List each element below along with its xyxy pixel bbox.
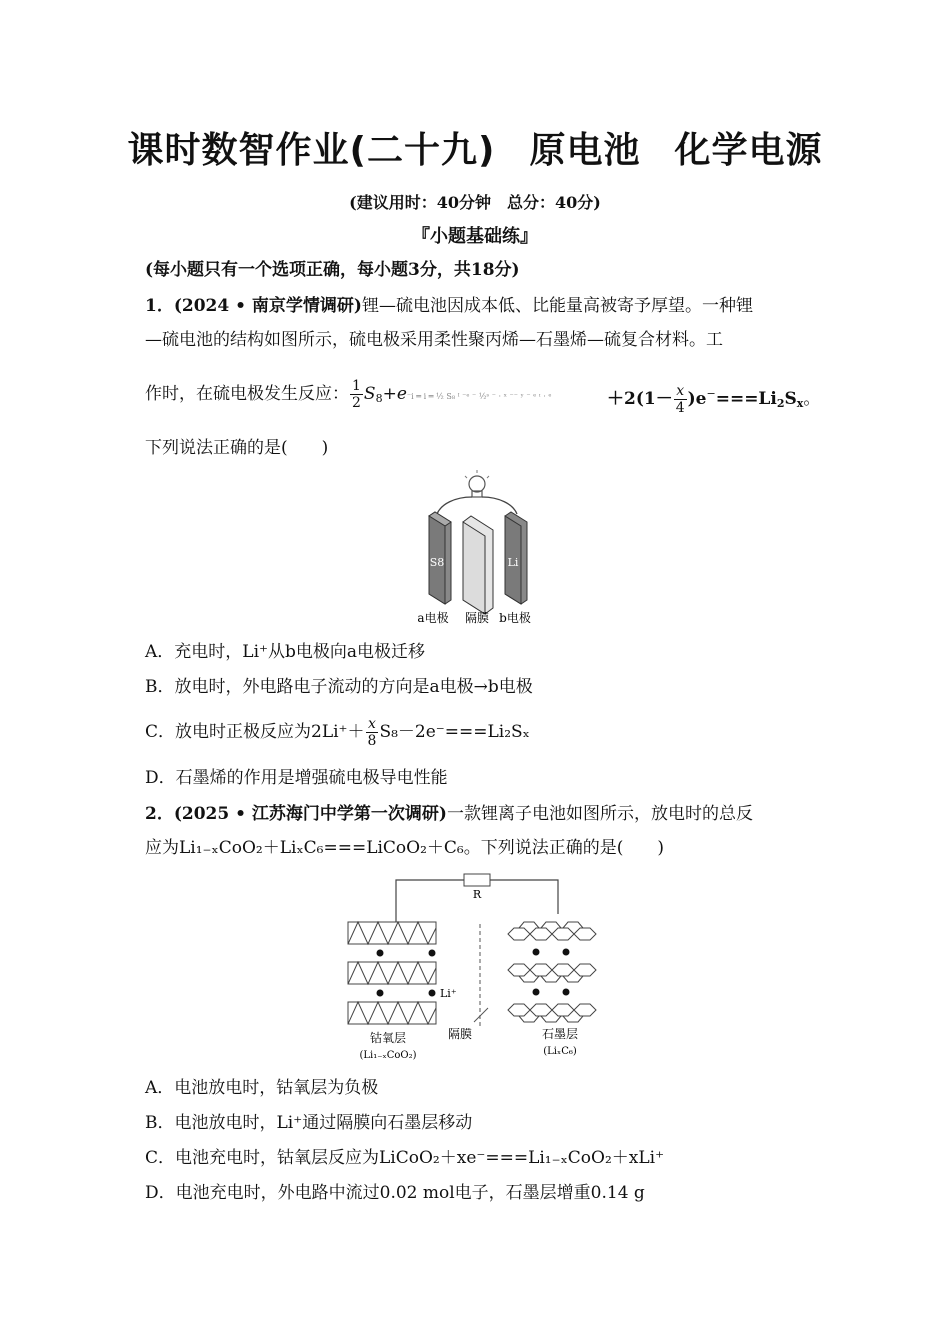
- cobalt-layer-label: 钴氧层: [369, 1031, 407, 1045]
- q1-source: (2024 • 南京学情调研): [173, 296, 362, 316]
- instruction: (每小题只有一个选项正确，每小题3分，共18分): [145, 260, 520, 280]
- q2-stem-line1: 2．(2025 • 江苏海门中学第一次调研)一款锂离子电池如图所示，放电时的总反: [145, 804, 753, 824]
- q1-option-a[interactable]: A．充电时，Li⁺从b电极向a电极迁移: [145, 642, 425, 662]
- bulb-icon: [469, 476, 485, 492]
- resistor-label: R: [472, 888, 482, 901]
- li-s-battery-diagram: [405, 470, 545, 630]
- separator-label: 隔膜: [447, 1027, 473, 1041]
- electrode-b-label: b电极: [499, 611, 531, 625]
- q2-option-c[interactable]: C．电池充电时，钴氧层反应为LiCoO₂＋xe⁻===Li₁₋ₓCoO₂＋xLi⁺: [145, 1148, 665, 1168]
- s8-label: S8: [429, 556, 445, 569]
- q1-option-c[interactable]: C．放电时正极反应为2Li⁺＋ $\frac{x}{8}$ S₈－2e⁻===Li₂Sₓ: [145, 716, 530, 749]
- q1-garbled-equation: ⁻i ═ i ═ ½ S₈ ᴵ ⁻ᵉ ⁻ ½ˢ ⁻ · ˣ ⁻⁻ ʸ ⁻ ᵉ ᶦ · ᵉ: [406, 392, 552, 401]
- q1-number: 1．: [145, 296, 174, 316]
- q2-stem-line2: 应为Li₁₋ₓCoO₂＋LiₓC₆===LiCoO₂＋C₆。下列说法正确的是( ): [145, 838, 665, 858]
- q1-stem-line4: 下列说法正确的是( ): [145, 438, 329, 458]
- q2-option-d[interactable]: D．电池充电时，外电路中流过0.02 mol电子，石墨层增重0.14 g: [145, 1183, 645, 1203]
- q1-stem-line1: 1．(2024 • 南京学情调研)锂—硫电池因成本低、比能量高被寄予厚望。一种锂: [145, 296, 753, 316]
- time-score-note: (建议用时：40分钟 总分：40分): [349, 193, 601, 212]
- q2-option-b[interactable]: B．电池放电时，Li⁺通过隔膜向石墨层移动: [145, 1113, 473, 1133]
- graphite-formula: (LiₓC₆): [543, 1046, 577, 1057]
- q1-option-b[interactable]: B．放电时，外电路电子流动的方向是a电极→b电极: [145, 677, 533, 697]
- page-title: 课时数智作业(二十九) 原电池 化学电源: [127, 130, 823, 171]
- section-heading: 『小题基础练』: [412, 226, 538, 247]
- q2-number: 2．: [145, 804, 174, 824]
- cobalt-formula: (Li₁₋ₓCoO₂): [359, 1050, 417, 1061]
- q2-source: (2025 • 江苏海门中学第一次调研): [173, 804, 447, 824]
- li-ion-label: Li⁺: [440, 987, 457, 1000]
- q2-option-a[interactable]: A．电池放电时，钴氧层为负极: [145, 1078, 379, 1098]
- graphite-layer-label: 石墨层: [541, 1027, 579, 1041]
- q1-stem-line2: —硫电池的结构如图所示，硫电极采用柔性聚丙烯—石墨烯—硫复合材料。工: [145, 330, 723, 350]
- q1-fraction-half: $\frac{1}{2}$: [352, 378, 361, 411]
- cobalt-oxide-layers: [348, 922, 436, 1024]
- resistor: [464, 874, 490, 886]
- electrode-a-label: a电极: [417, 611, 449, 625]
- li-ion-battery-diagram: [340, 872, 615, 1064]
- graphite-layers: [508, 922, 596, 1022]
- q1-option-d[interactable]: D．石墨烯的作用是增强硫电极导电性能: [145, 768, 448, 788]
- li-label: Li: [507, 556, 519, 569]
- q1-reaction-line: 作时，在硫电极发生反应： $\frac{1}{2}$ $S_8+e^-i$ ═ i ═ ½ S₈ ᴵ ⁻ᵉ ⁻ ½ˢ ⁻ · ˣ ⁻⁻ ʸ ⁻ ᵉ ᶦ · ᵉ ＋2(1－ $\frac{x}{4}$ )$e^-===Li_2S_x$。: [145, 378, 821, 416]
- separator-label: 隔膜: [464, 611, 490, 625]
